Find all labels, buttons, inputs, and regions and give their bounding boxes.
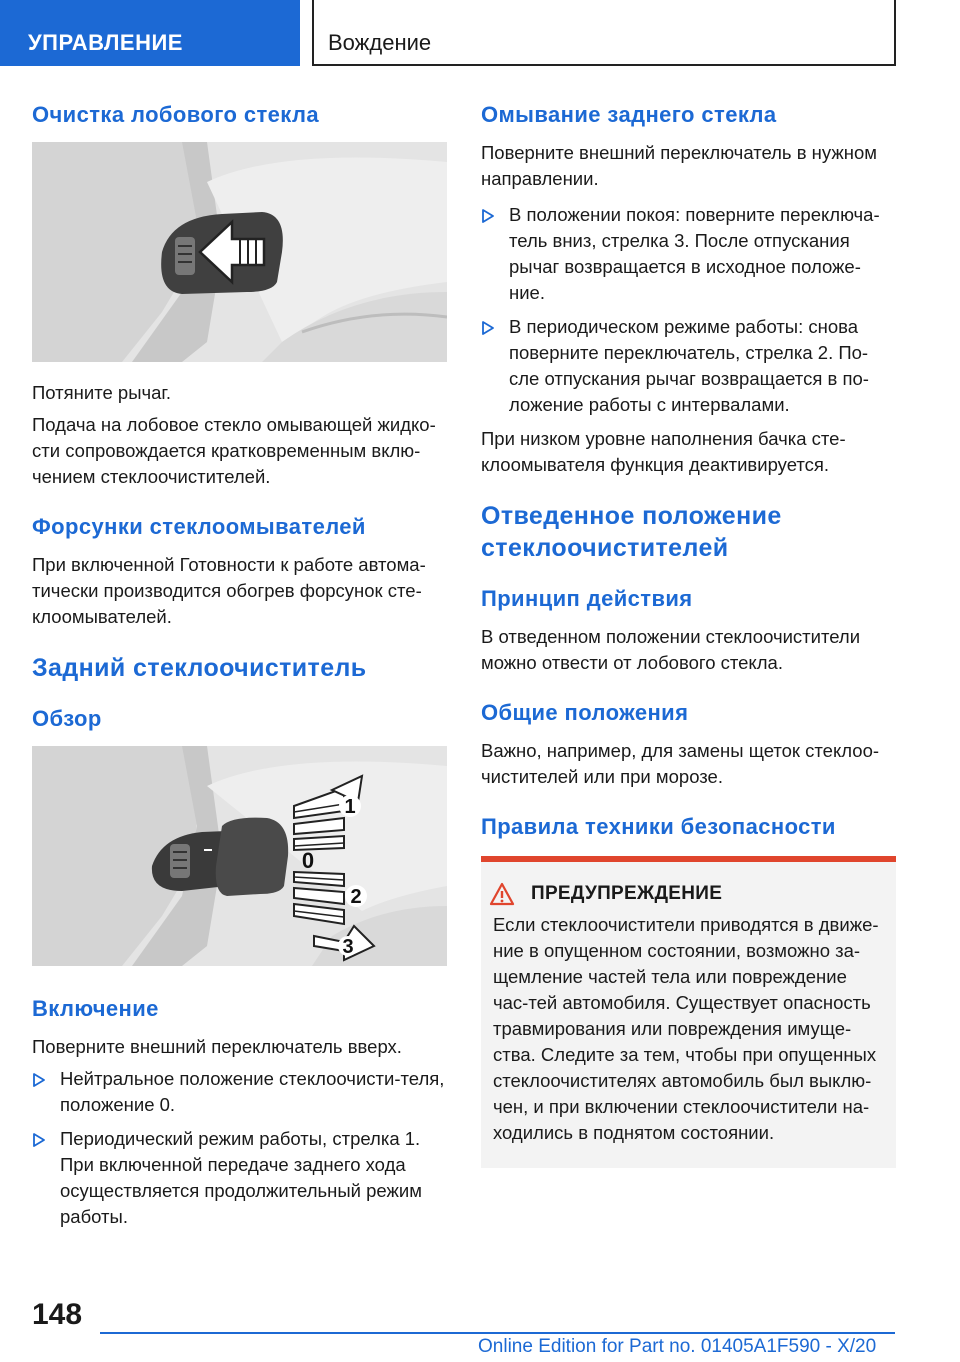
footer-divider <box>100 1332 895 1334</box>
general-description: Важно, например, для замены щеток стеклоо-чистителей или при морозе. <box>481 740 880 787</box>
chapter-title: Вождение <box>312 0 896 66</box>
switch-on-instruction: Поверните внешний переключатель вверх. <box>32 1036 402 1057</box>
page-number: 148 <box>32 1298 83 1331</box>
list-item-text: Нейтральное положение стеклоочисти-теля, положение 0. <box>60 1068 445 1115</box>
rear-wiper-heading: Задний стеклоочиститель <box>32 654 367 682</box>
principle-heading: Принцип действия <box>481 586 693 611</box>
folded-position-heading: Отведенное положение стеклоочистителей <box>481 502 782 562</box>
triangle-bullet-icon <box>481 209 495 223</box>
washing-heading: Очистка лобового стекла <box>32 102 319 127</box>
warning-triangle-icon <box>489 882 515 906</box>
list-item-text: В положении покоя: поверните переключа-тель вниз, стрелка 3. После отпускания рычаг возвращается в исходное положе-ние. <box>509 204 880 303</box>
warning-title: ПРЕДУПРЕЖДЕНИЕ <box>531 883 723 904</box>
principle-description: В отведенном положении стеклоочистители можно отвести от лобового стекла. <box>481 626 861 673</box>
rear-wiper-switch-image <box>32 746 447 966</box>
list-item-text: Периодический режим работы, стрелка 1. При включенной передаче заднего хода осуществляется продолжительный режим работы. <box>60 1128 422 1227</box>
position-2-label: 2 <box>350 886 362 908</box>
right-column <box>481 100 896 1168</box>
triangle-bullet-icon <box>32 1133 46 1147</box>
triangle-bullet-icon <box>32 1073 46 1087</box>
rear-wash-heading: Омывание заднего стекла <box>481 102 777 127</box>
section-tab: УПРАВЛЕНИЕ <box>0 0 300 66</box>
rear-wash-list <box>481 202 896 418</box>
position-3-label: 3 <box>342 936 354 958</box>
washing-instruction: Потяните рычаг. <box>32 382 172 403</box>
position-0-label: 0 <box>301 848 315 873</box>
switch-on-heading: Включение <box>32 996 159 1021</box>
list-item <box>481 314 896 418</box>
triangle-bullet-icon <box>481 321 495 335</box>
wiper-lever-pull-image <box>32 142 447 362</box>
list-item <box>481 202 896 306</box>
washing-description: Подача на лобовое стекло омывающей жидко-сти сопровождается кратковременным вклю-чением стеклоочистителей. <box>32 414 436 487</box>
list-item <box>32 1066 447 1118</box>
rear-wash-instruction: Поверните внешний переключатель в нужном направлении. <box>481 142 877 189</box>
warning-text: Если стеклоочистители приводятся в движе-ние в опущенном состоянии, возможно за-щемление частей тела или повреждение час-тей автомобиля. Существует опасность травмирования или повреждения имуще-ства. Следите за тем, чтобы при опущенных стеклоочистителях автомобиль был выклю-чен, и при включении стеклоочистители на-ходились в поднятом состоянии. <box>493 914 879 1143</box>
list-item <box>32 1126 447 1230</box>
edition-footer: Online Edition for Part no. 01405A1F590 - X/20 <box>478 1336 877 1357</box>
nozzles-description: При включенной Готовности к работе автома-тически производится обогрев форсунок сте-клоомывателей. <box>32 554 426 627</box>
washing-lever-illustration <box>32 142 447 362</box>
overview-heading: Обзор <box>32 706 102 731</box>
warning-box <box>481 856 896 1168</box>
nozzles-heading: Форсунки стеклоомывателей <box>32 514 366 539</box>
list-item-text: В периодическом режиме работы: снова поверните переключатель, стрелка 2. По-сле отпускания рычаг возвращается в по-ложение работы с интервалами. <box>509 316 869 415</box>
rear-wash-note: При низком уровне наполнения бачка сте-клоомывателя функция деактивируется. <box>481 428 846 475</box>
switch-on-list <box>32 1066 447 1230</box>
left-column <box>32 100 447 1238</box>
safety-heading: Правила техники безопасности <box>481 814 836 839</box>
general-heading: Общие положения <box>481 700 689 725</box>
rear-wiper-illustration <box>32 746 447 966</box>
position-1-label: 1 <box>344 796 356 818</box>
